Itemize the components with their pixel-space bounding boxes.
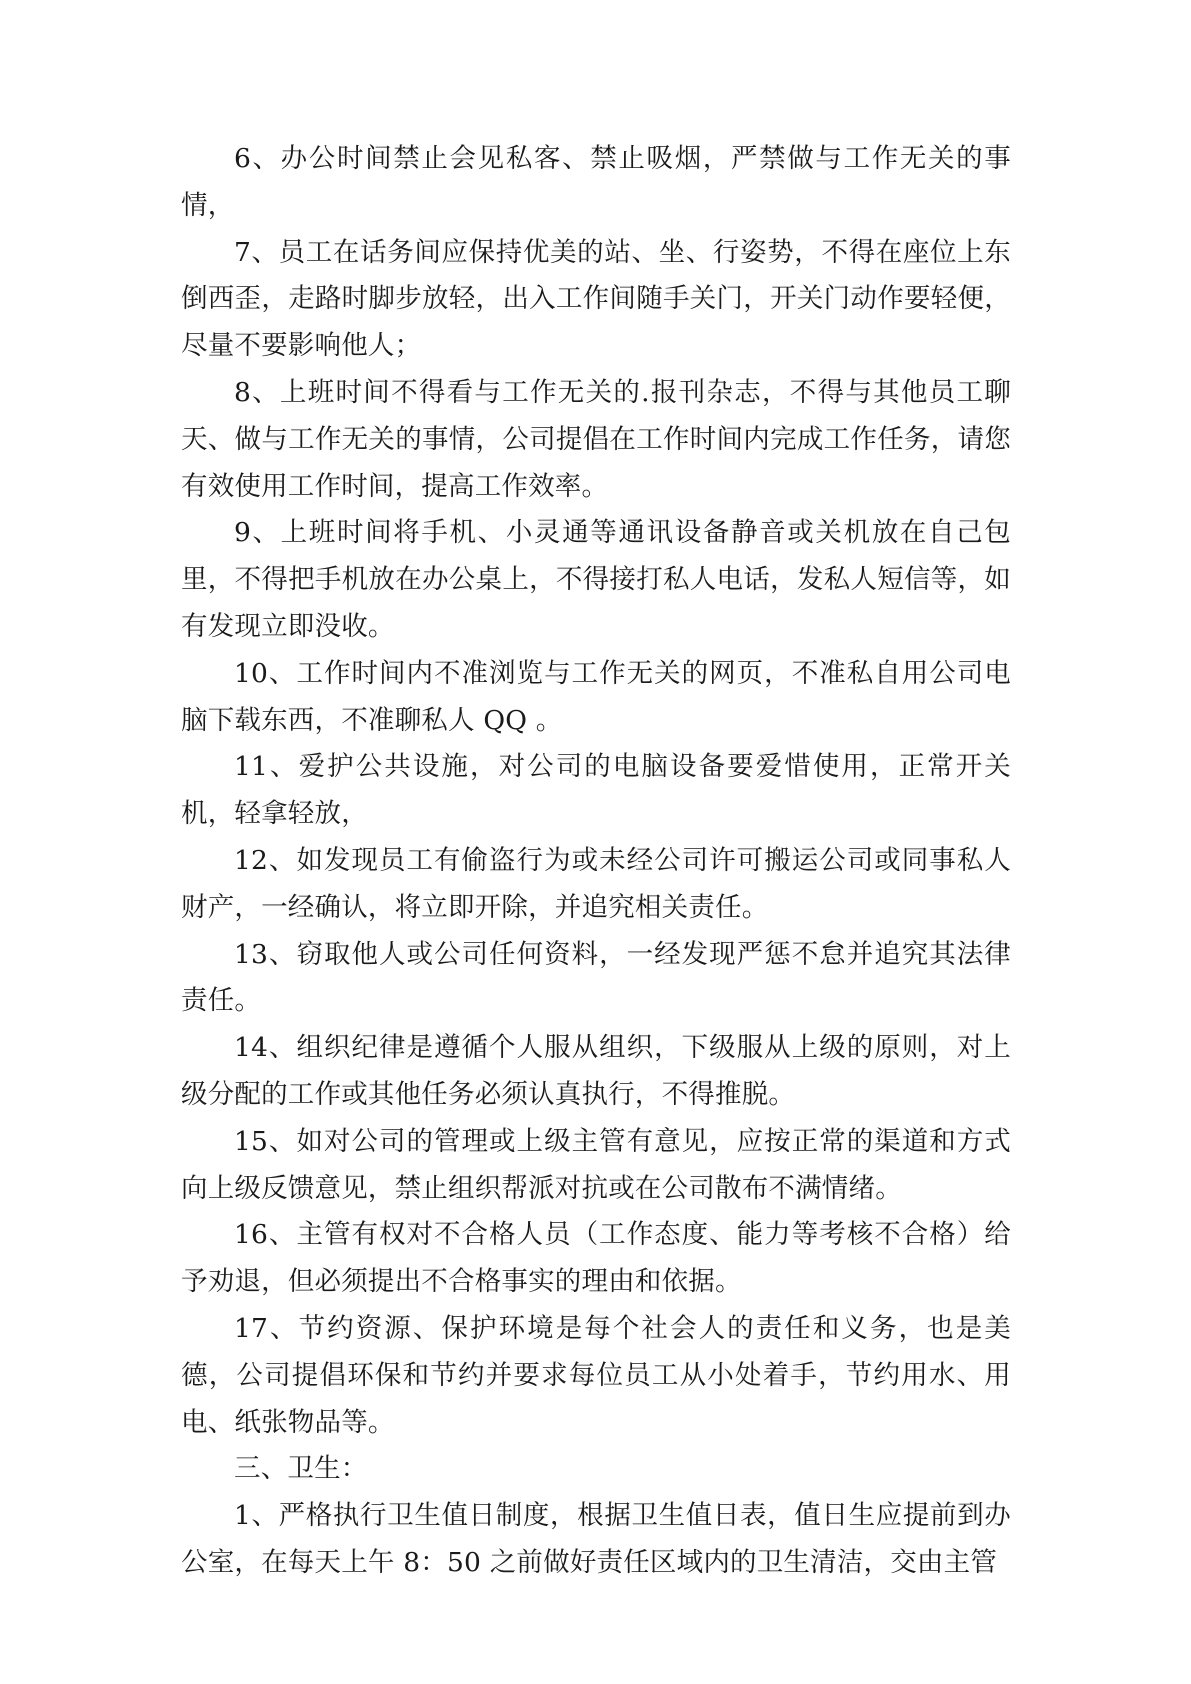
paragraph-rule-16: 16、主管有权对不合格人员（工作态度、能力等考核不合格）给予劝退，但必须提出不合格事实的理由和依据。 bbox=[181, 1219, 1011, 1298]
paragraph-rule-17: 17、节约资源、保护环境是每个社会人的责任和义务，也是美德，公司提倡环保和节约并要求每位员工从小处着手，节约用水、用电、纸张物品等。 bbox=[181, 1312, 1011, 1438]
paragraph-rule-14: 14、组织纪律是遵循个人服从组织，下级服从上级的原则，对上级分配的工作或其他任务必须认真执行，不得推脱。 bbox=[181, 1032, 1011, 1110]
paragraph-hygiene-1: 1、严格执行卫生值日制度，根据卫生值日表，值日生应提前到办公室，在每天上午 8：50 之前做好责任区域内的卫生清洁，交由主管 bbox=[181, 1500, 1011, 1578]
paragraph-rule-12: 12、如发现员工有偷盗行为或未经公司许可搬运公司或同事私人财产，一经确认，将立即开除，并追究相关责任。 bbox=[181, 844, 1011, 923]
paragraph-rule-9: 9、上班时间将手机、小灵通等通讯设备静音或关机放在自己包里，不得把手机放在办公桌上，不得接打私人电话，发私人短信等，如有发现立即没收。 bbox=[181, 517, 1011, 642]
document-body bbox=[181, 136, 1011, 1587]
paragraph-rule-7: 7、员工在话务间应保持优美的站、坐、行姿势，不得在座位上东倒西歪，走路时脚步放轻，出入工作间随手关门，开关门动作要轻便，尽量不要影响他人； bbox=[181, 236, 1011, 362]
paragraph-rule-8: 8、上班时间不得看与工作无关的.报刊杂志，不得与其他员工聊天、做与工作无关的事情，公司提倡在工作时间内完成工作任务，请您有效使用工作时间，提高工作效率。 bbox=[181, 376, 1011, 502]
paragraph-rule-15: 15、如对公司的管理或上级主管有意见，应按正常的渠道和方式向上级反馈意见，禁止组织帮派对抗或在公司散布不满情绪。 bbox=[181, 1125, 1011, 1204]
paragraph-rule-6: 6、办公时间禁止会见私客、禁止吸烟，严禁做与工作无关的事情， bbox=[181, 143, 1011, 221]
paragraph-rule-11: 11、爱护公共设施，对公司的电脑设备要爱惜使用，正常开关机，轻拿轻放， bbox=[181, 751, 1011, 830]
section-heading-hygiene: 三、卫生： bbox=[234, 1453, 368, 1485]
paragraph-rule-13: 13、窃取他人或公司任何资料，一经发现严惩不怠并追究其法律责任。 bbox=[181, 938, 1011, 1017]
paragraph-rule-10: 10、工作时间内不准浏览与工作无关的网页，不准私自用公司电脑下载东西，不准聊私人 QQ 。 bbox=[181, 657, 1011, 736]
